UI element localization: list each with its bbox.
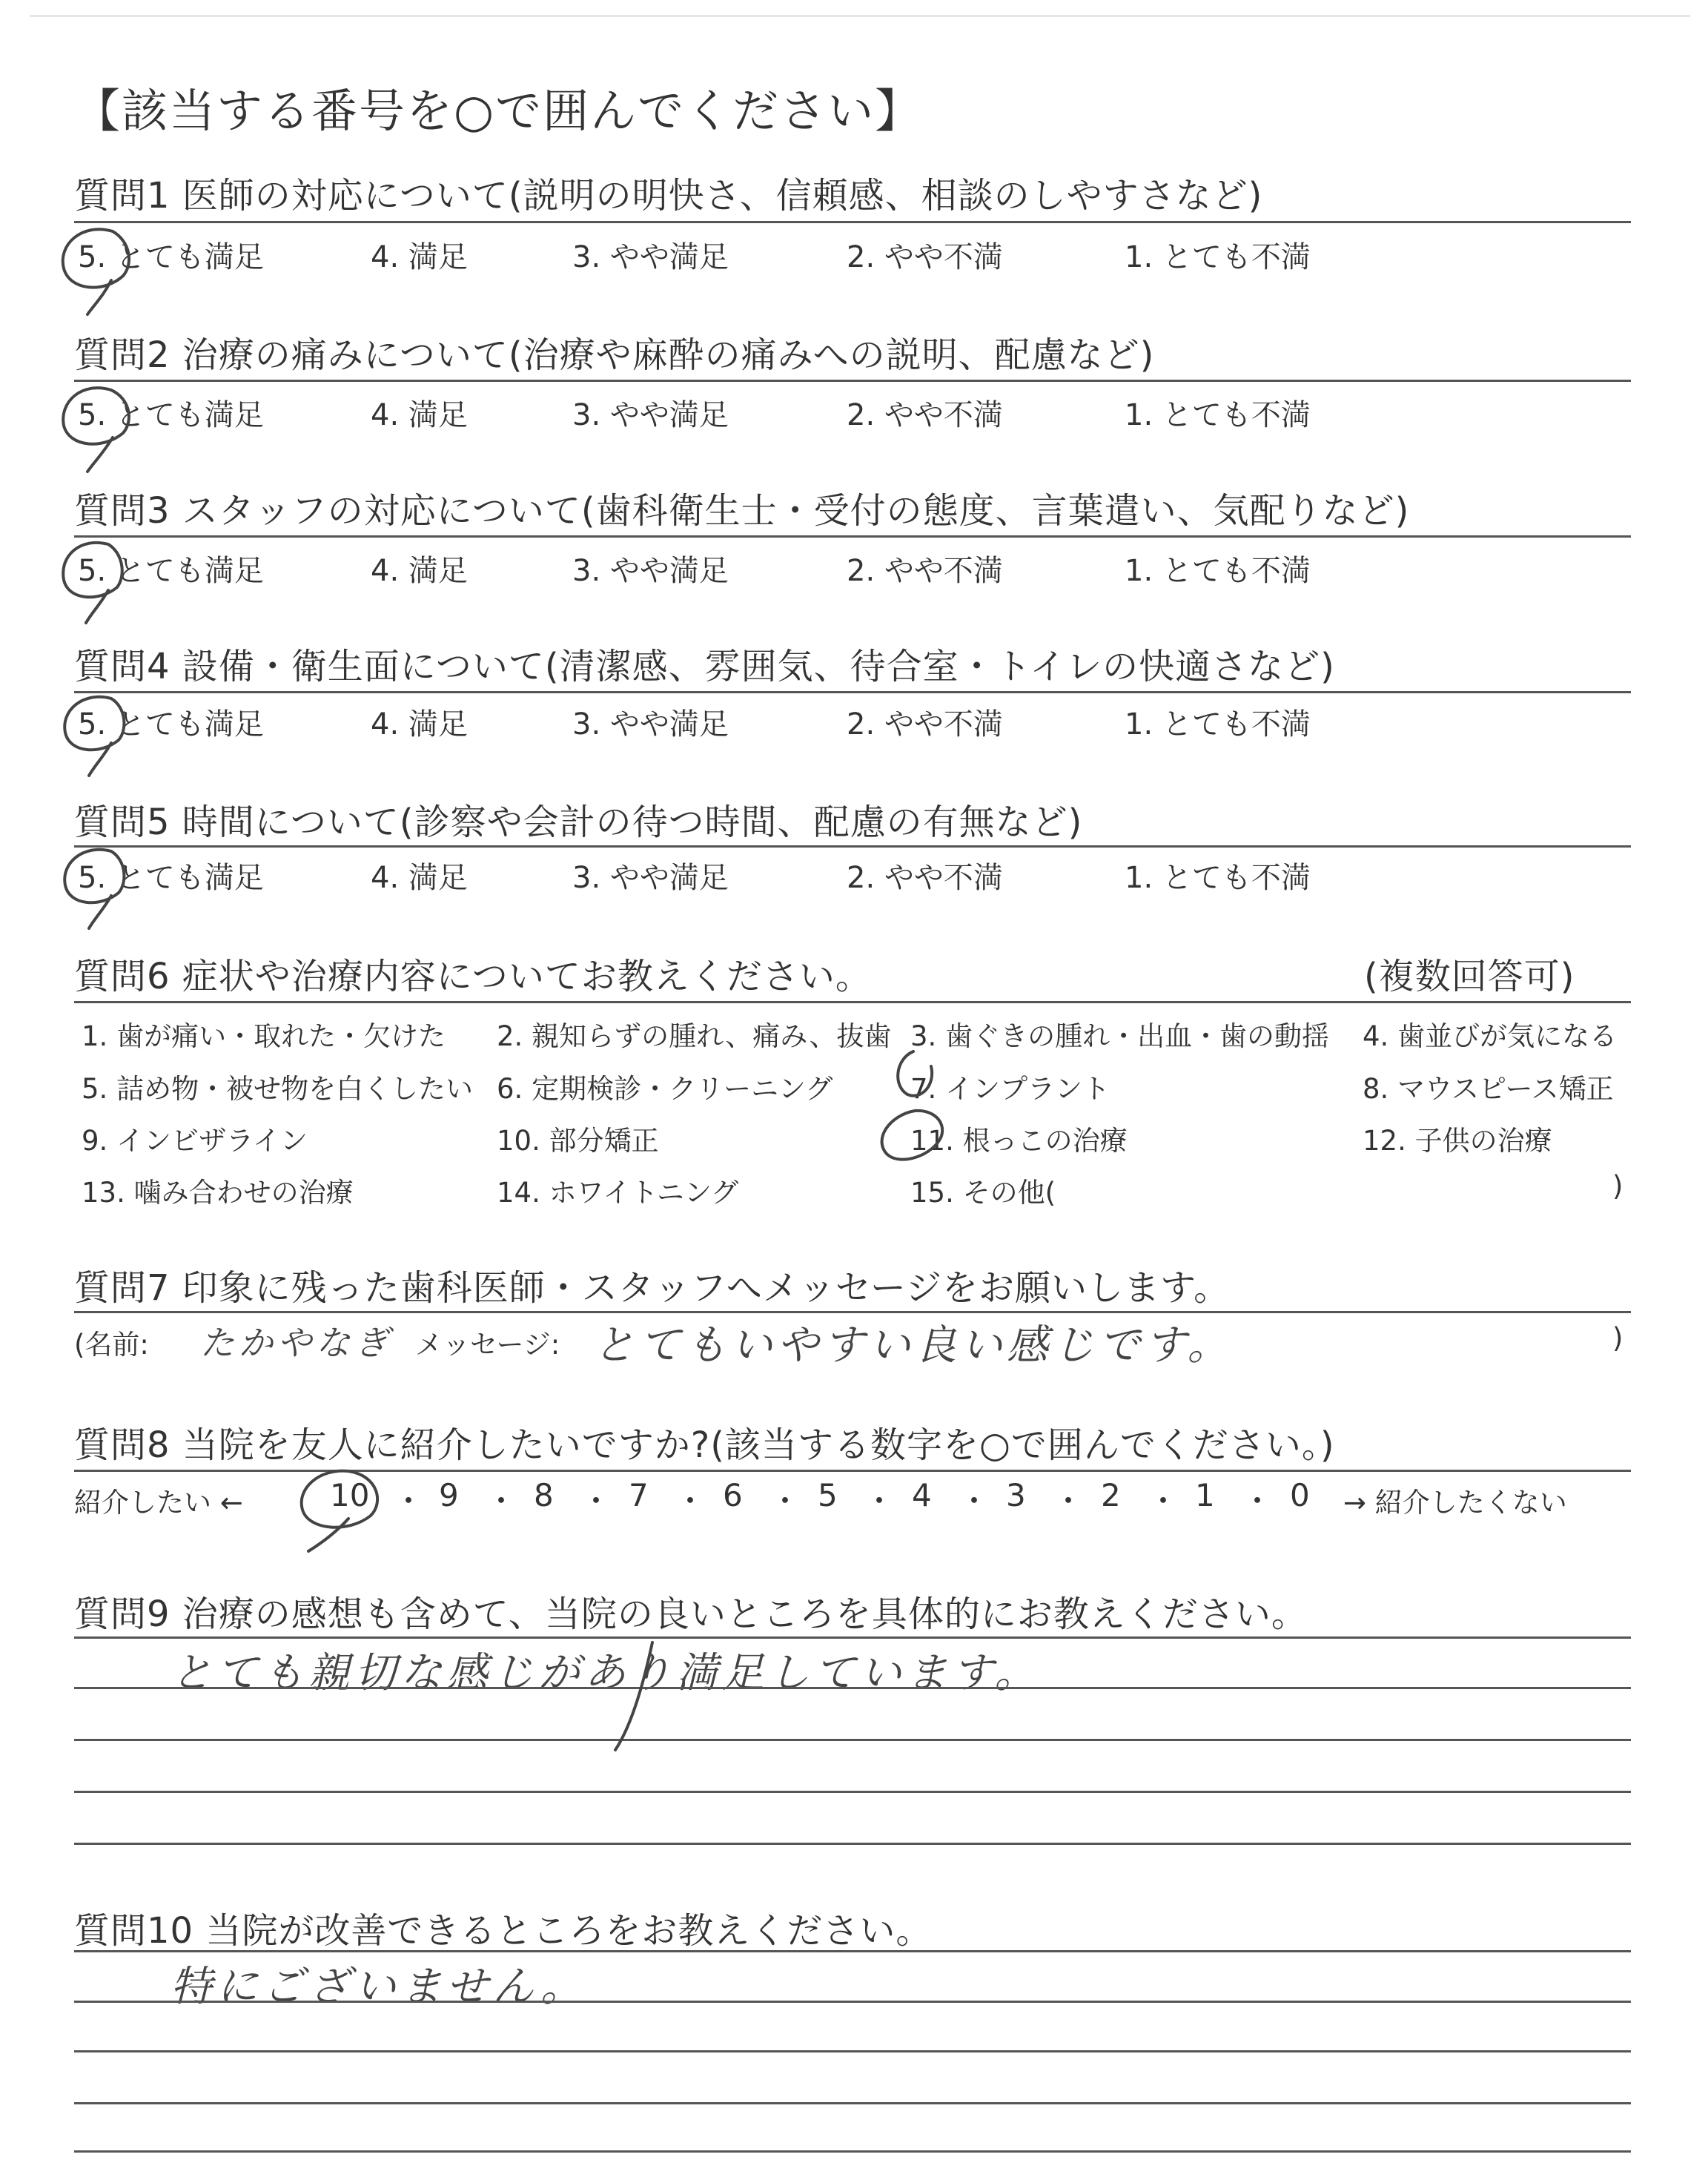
q8-sep: ・ [486,1483,517,1519]
q6-item-8[interactable]: 8. マウスピース矯正 [1363,1073,1614,1105]
q2-option-3[interactable]: 3. やや満足 [572,398,729,432]
q6-item-6[interactable]: 6. 定期検診・クリーニング [497,1073,833,1105]
q8-right-label: → 紹介したくない [1343,1487,1567,1519]
q3-option-2[interactable]: 2. やや不満 [847,554,1003,588]
q3-option-5[interactable]: 5. とても満足 [78,554,264,588]
q1-option-2[interactable]: 2. やや不満 [847,240,1003,274]
q8-scale-3[interactable]: 3 [1006,1477,1026,1513]
page-heading: 【該当する番号を○で囲んでください】 [74,84,923,138]
q10-line-5 [74,2150,1631,2153]
q6-item-15[interactable]: 15. その他( [910,1177,1056,1209]
q8-scale-6[interactable]: 6 [723,1477,743,1513]
q5-rule [74,845,1631,848]
q6-item-3[interactable]: 3. 歯ぐきの腫れ・出血・歯の動揺 [910,1020,1330,1052]
q10-line-1 [74,1950,1631,1952]
q2-title: 質問2 治療の痛みについて(治療や麻酔の痛みへの説明、配慮など) [74,334,1155,376]
q8-sep: ・ [1053,1483,1085,1519]
q6-item-12[interactable]: 12. 子供の治療 [1363,1125,1552,1157]
q8-sep: ・ [959,1483,990,1519]
q2-rule [74,380,1631,382]
q7-close: ) [1612,1322,1623,1354]
q4-option-3[interactable]: 3. やや満足 [572,707,729,742]
q8-scale-2[interactable]: 2 [1101,1477,1121,1513]
q6-item-11[interactable]: 11. 根っこの治療 [910,1125,1128,1157]
q4-option-1[interactable]: 1. とても不満 [1125,707,1311,742]
q7-name-value[interactable]: たかやなぎ [200,1323,393,1363]
q5-option-1[interactable]: 1. とても不満 [1125,861,1311,895]
q10-line-4 [74,2102,1631,2104]
q10-line-3 [74,2050,1631,2052]
q1-option-5[interactable]: 5. とても満足 [78,240,264,274]
q9-title: 質問9 治療の感想も含めて、当院の良いところを具体的にお教えください。 [74,1593,1308,1635]
q5-option-5[interactable]: 5. とても満足 [78,861,264,895]
q4-option-5[interactable]: 5. とても満足 [78,707,264,742]
q2-option-5[interactable]: 5. とても満足 [78,398,264,432]
q6-item-1[interactable]: 1. 歯が痛い・取れた・欠けた [82,1020,446,1052]
q6-item-2[interactable]: 2. 親知らずの腫れ、痛み、抜歯 [497,1020,892,1052]
q4-rule [74,691,1631,693]
q6-item-5[interactable]: 5. 詰め物・被せ物を白くしたい [82,1073,474,1105]
q8-scale-1[interactable]: 1 [1195,1477,1215,1513]
q1-rule [74,221,1631,223]
q5-title: 質問5 時間について(診察や会計の待つ時間、配慮の有無など) [74,802,1083,843]
q8-sep: ・ [393,1483,425,1519]
q8-sep: ・ [864,1483,896,1519]
q8-scale-4[interactable]: 4 [912,1477,932,1513]
q1-title: 質問1 医師の対応について(説明の明快さ、信頼感、相談のしやすさなど) [74,175,1263,217]
q8-title: 質問8 当院を友人に紹介したいですか?(該当する数字を○で囲んでください。) [74,1424,1335,1466]
q6-item-13[interactable]: 13. 噛み合わせの治療 [82,1177,354,1209]
q8-scale-5[interactable]: 5 [818,1477,838,1513]
q9-line-1 [74,1636,1631,1639]
q8-scale-9[interactable]: 9 [439,1477,459,1513]
q3-option-1[interactable]: 1. とても不満 [1125,554,1311,588]
q9-answer[interactable]: とても親切な感じがあり満足しています。 [171,1649,1041,1697]
q8-left-label: 紹介したい ← [74,1487,243,1519]
q8-sep: ・ [769,1483,801,1519]
q3-rule [74,535,1631,538]
q8-sep: ・ [1242,1483,1274,1519]
q9-line-2 [74,1687,1631,1689]
q7-title: 質問7 印象に残った歯科医師・スタッフへメッセージをお願いします。 [74,1267,1231,1309]
q5-option-4[interactable]: 4. 満足 [371,861,468,895]
q6-item-9[interactable]: 9. インビザライン [82,1125,308,1157]
q9-line-4 [74,1791,1631,1793]
q10-line-2 [74,2001,1631,2003]
q6-note: (複数回答可) [1364,956,1575,997]
q3-option-3[interactable]: 3. やや満足 [572,554,729,588]
q6-item-4[interactable]: 4. 歯並びが気になる [1363,1020,1618,1052]
q5-option-3[interactable]: 3. やや満足 [572,861,729,895]
q7-message-value[interactable]: とてもいやすい良い感じです。 [593,1321,1234,1370]
q8-scale-7[interactable]: 7 [629,1477,649,1513]
q8-sep: ・ [1148,1483,1179,1519]
q2-option-1[interactable]: 1. とても不満 [1125,398,1311,432]
q6-title: 質問6 症状や治療内容についてお教えください。 [74,956,872,997]
q8-rule [74,1470,1631,1472]
q3-title: 質問3 スタッフの対応について(歯科衛生士・受付の態度、言葉遣い、気配りなど) [74,490,1410,532]
q8-scale-0[interactable]: 0 [1290,1477,1310,1513]
q9-line-5 [74,1843,1631,1845]
q8-scale-8[interactable]: 8 [534,1477,554,1513]
q7-name-label: (名前: [74,1329,149,1361]
q2-option-2[interactable]: 2. やや不満 [847,398,1003,432]
q8-sep: ・ [675,1483,706,1519]
q9-line-3 [74,1739,1631,1741]
q6-item-7[interactable]: 7. インプラント [910,1073,1110,1105]
q1-option-4[interactable]: 4. 満足 [371,240,468,274]
top-edge-line [30,15,1690,17]
q5-option-2[interactable]: 2. やや不満 [847,861,1003,895]
q1-option-1[interactable]: 1. とても不満 [1125,240,1311,274]
q6-item-15-close: ) [1612,1170,1623,1202]
q4-option-4[interactable]: 4. 満足 [371,707,468,742]
q6-item-14[interactable]: 14. ホワイトニング [497,1177,739,1209]
q6-rule [74,1001,1631,1003]
q1-option-3[interactable]: 3. やや満足 [572,240,729,274]
q4-title: 質問4 設備・衛生面について(清潔感、雰囲気、待合室・トイレの快適さなど) [74,646,1335,687]
q4-option-2[interactable]: 2. やや不満 [847,707,1003,742]
q10-title: 質問10 当院が改善できるところをお教えください。 [74,1910,933,1952]
q8-scale-10[interactable]: 10 [330,1477,370,1513]
q10-answer[interactable]: 特にございません。 [171,1963,587,2011]
q6-item-10[interactable]: 10. 部分矯正 [497,1125,659,1157]
q7-message-label: メッセージ: [415,1329,560,1361]
q2-option-4[interactable]: 4. 満足 [371,398,468,432]
q8-sep: ・ [580,1483,612,1519]
q3-option-4[interactable]: 4. 満足 [371,554,468,588]
